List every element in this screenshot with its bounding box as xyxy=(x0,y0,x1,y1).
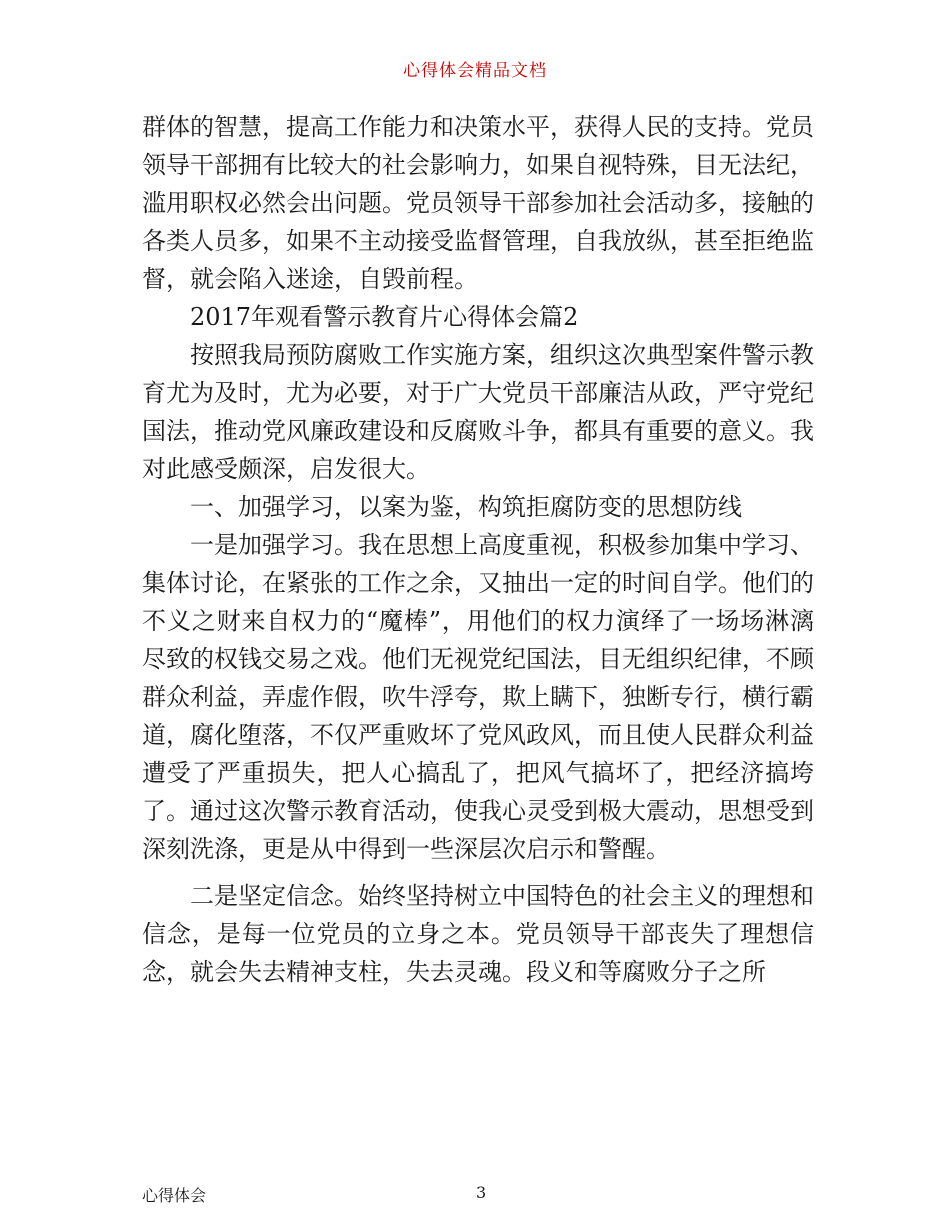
paragraph-continuation: 群体的智慧，提高工作能力和决策水平，获得人民的支持。党员领导干部拥有比较大的社会影响力，如果自视特殊，目无法纪，滥用职权必然会出问题。党员领导干部参加社会活动多，接触的各类人员多，如果不主动接受监督管理，自我放纵，甚至拒绝监督，就会陷入迷途，自毁前程。 xyxy=(142,113,814,293)
footer-label: 心得体会 xyxy=(142,1186,207,1205)
paragraph-intro: 按照我局预防腐败工作实施方案，组织这次典型案件警示教育尤为及时，尤为必要，对于广大党员干部廉洁从政，严守党纪国法，推动党风廉政建设和反腐败斗争，都具有重要的意义。我对此感受颇深，启发很大。 xyxy=(142,341,814,483)
page-number: 3 xyxy=(476,1183,487,1202)
section-heading-part-2: 2017年观看警示教育片心得体会篇2 xyxy=(190,303,579,331)
subheading-one: 一、加强学习，以案为鉴，构筑拒腐防变的思想防线 xyxy=(190,493,742,521)
paragraph-belief: 二是坚定信念。始终坚持树立中国特色的社会主义的理想和信念，是每一位党员的立身之本。党员领导干部丧失了理想信念，就会失去精神支柱，失去灵魂。段义和等腐败分子之所 xyxy=(142,882,814,986)
document-body xyxy=(142,108,814,991)
page-footer xyxy=(142,1183,814,1205)
paragraph-study: 一是加强学习。我在思想上高度重视，积极参加集中学习、集体讨论，在紧张的工作之余，又抽出一定的时间自学。他们的不义之财来自权力的“魔棒”，用他们的权力演绎了一场场淋漓尽致的权钱交易之戏。他们无视党纪国法，目无组织纪律，不顾群众利益，弄虚作假，吹牛浮夸，欺上瞒下，独断专行，横行霸道，腐化堕落，不仅严重败坏了党风政风，而且使人民群众利益遭受了严重损失，把人心搞乱了，把风气搞坏了，把经济搞垮了。通过这次警示教育活动，使我心灵受到极大震动，思想受到深刻洗涤，更是从中得到一些深层次启示和警醒。 xyxy=(142,531,814,863)
page-header-title: 心得体会精品文档 xyxy=(403,61,547,81)
